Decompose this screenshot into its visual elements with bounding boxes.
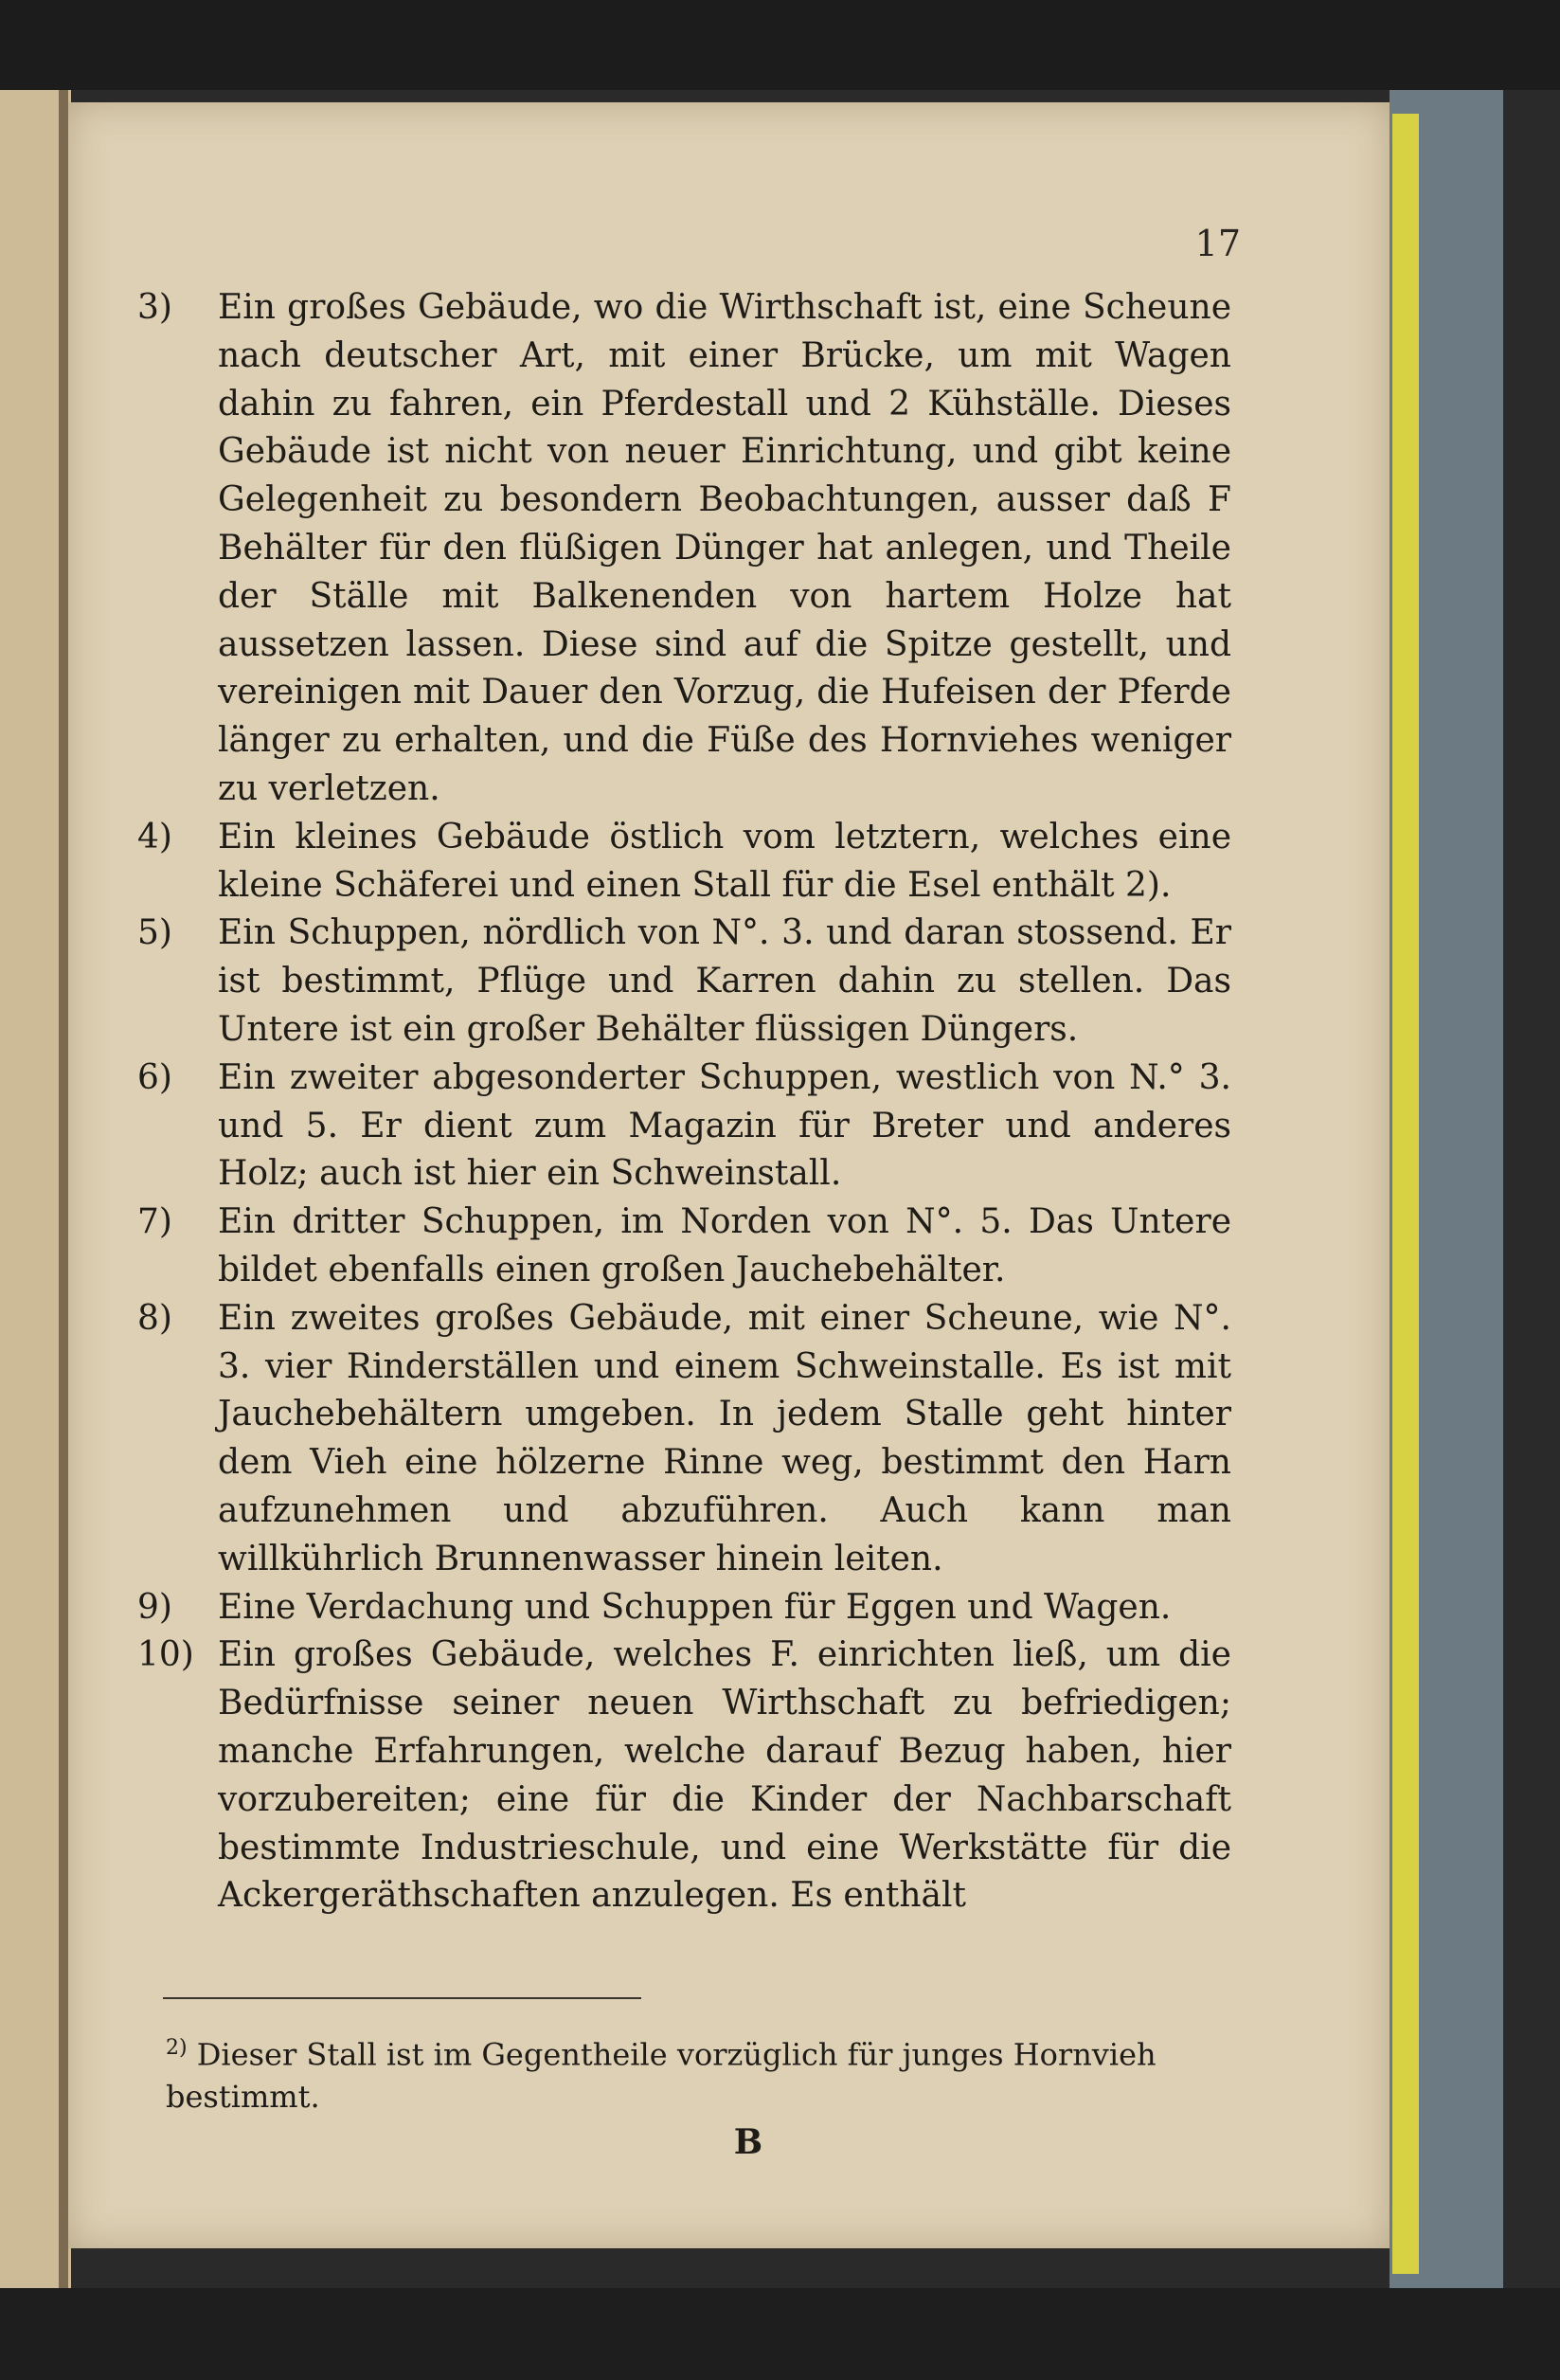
- footnote-divider: [163, 1997, 641, 1999]
- item-text: Ein dritter Schuppen, im Norden von N°. 5. Das Untere bildet ebenfalls einen großen Jauchebehälter.: [218, 1202, 1231, 1289]
- list-item: [137, 1055, 1231, 1199]
- list-item: [137, 814, 1231, 911]
- signature-mark: B: [733, 2122, 763, 2162]
- item-number: 6): [137, 1057, 172, 1097]
- scan-background-bottom: [0, 2288, 1560, 2380]
- footnote-text: Dieser Stall ist im Gegentheile vorzüglich für junges Hornvieh bestimmt.: [166, 2036, 1157, 2115]
- list-item: [137, 1199, 1231, 1295]
- list-item: [137, 1632, 1231, 1920]
- list-item: [137, 910, 1231, 1054]
- list-item: [137, 1584, 1231, 1632]
- list-item: [137, 1295, 1231, 1584]
- item-number: 9): [137, 1587, 172, 1627]
- item-number: 10): [137, 1635, 194, 1675]
- main-text: [137, 284, 1231, 1920]
- item-number: 3): [137, 288, 172, 327]
- item-text: Ein großes Gebäude, wo die Wirthschaft ist, eine Scheune nach deutscher Art, mit einer Brücke, um mit Wagen dahin zu fahren, ein Pferdestall und 2 Kühställe. Dieses Gebäude ist nicht von neuer Einrichtung, und gibt keine Gelegenheit zu besondern Beobachtungen, ausser daß F Behälter für den flüßigen Dünger hat anlegen, und Theile der Ställe mit Balkenenden von hartem Holze hat aussetzen lassen. Diese sind auf die Spitze gestellt, und vereinigen mit Dauer den Vorzug, die Hufeisen der Pferde länger zu erhalten, und die Füße des Hornviehes weniger zu verletzen.: [218, 288, 1231, 808]
- item-text: Ein zweiter abgesonderter Schuppen, westlich von N.° 3. und 5. Er dient zum Magazin für Breter und anderes Holz; auch ist hier ein Schweinstall.: [218, 1057, 1231, 1194]
- item-text: Eine Verdachung und Schuppen für Eggen und Wagen.: [218, 1587, 1172, 1627]
- scan-background-top: [0, 0, 1560, 90]
- item-text: Ein kleines Gebäude östlich vom letztern, welches eine kleine Schäferei und einen Stall für die Esel enthält 2).: [218, 817, 1231, 905]
- item-text: Ein Schuppen, nördlich von N°. 3. und daran stossend. Er ist bestimmt, Pflüge und Karren dahin zu stellen. Das Untere ist ein großer Behälter flüssigen Düngers.: [218, 913, 1231, 1049]
- item-number: 4): [137, 817, 172, 856]
- item-text: Ein großes Gebäude, welches F. einrichten ließ, um die Bedürfnisse seiner neuen Wirthschaft zu befriedigen; manche Erfahrungen, welche darauf Bezug haben, hier vorzubereiten; eine für die Kinder der Nachbarschaft bestimmte Industrieschule, und eine Werkstätte für die Ackergeräthschaften anzulegen. Es enthält: [218, 1635, 1231, 1916]
- footnote-marker: 2): [166, 2036, 188, 2060]
- item-number: 7): [137, 1202, 172, 1242]
- item-number: 5): [137, 913, 172, 953]
- book-gutter: [59, 90, 68, 2288]
- item-text: Ein zweites großes Gebäude, mit einer Scheune, wie N°. 3. vier Rinderställen und einem Schweinstalle. Es ist mit Jauchebehältern umgeben. In jedem Stalle geht hinter dem Vieh eine hölzerne Rinne weg, bestimmt den Harn aufzunehmen und abzuführen. Auch kann man willkührlich Brunnenwasser hinein leiten.: [218, 1298, 1231, 1578]
- book-cover-yellow-edge: [1392, 114, 1419, 2274]
- footnote: [166, 2028, 1208, 2118]
- item-number: 8): [137, 1298, 172, 1338]
- list-item: [137, 284, 1231, 814]
- page-number: 17: [1194, 223, 1241, 264]
